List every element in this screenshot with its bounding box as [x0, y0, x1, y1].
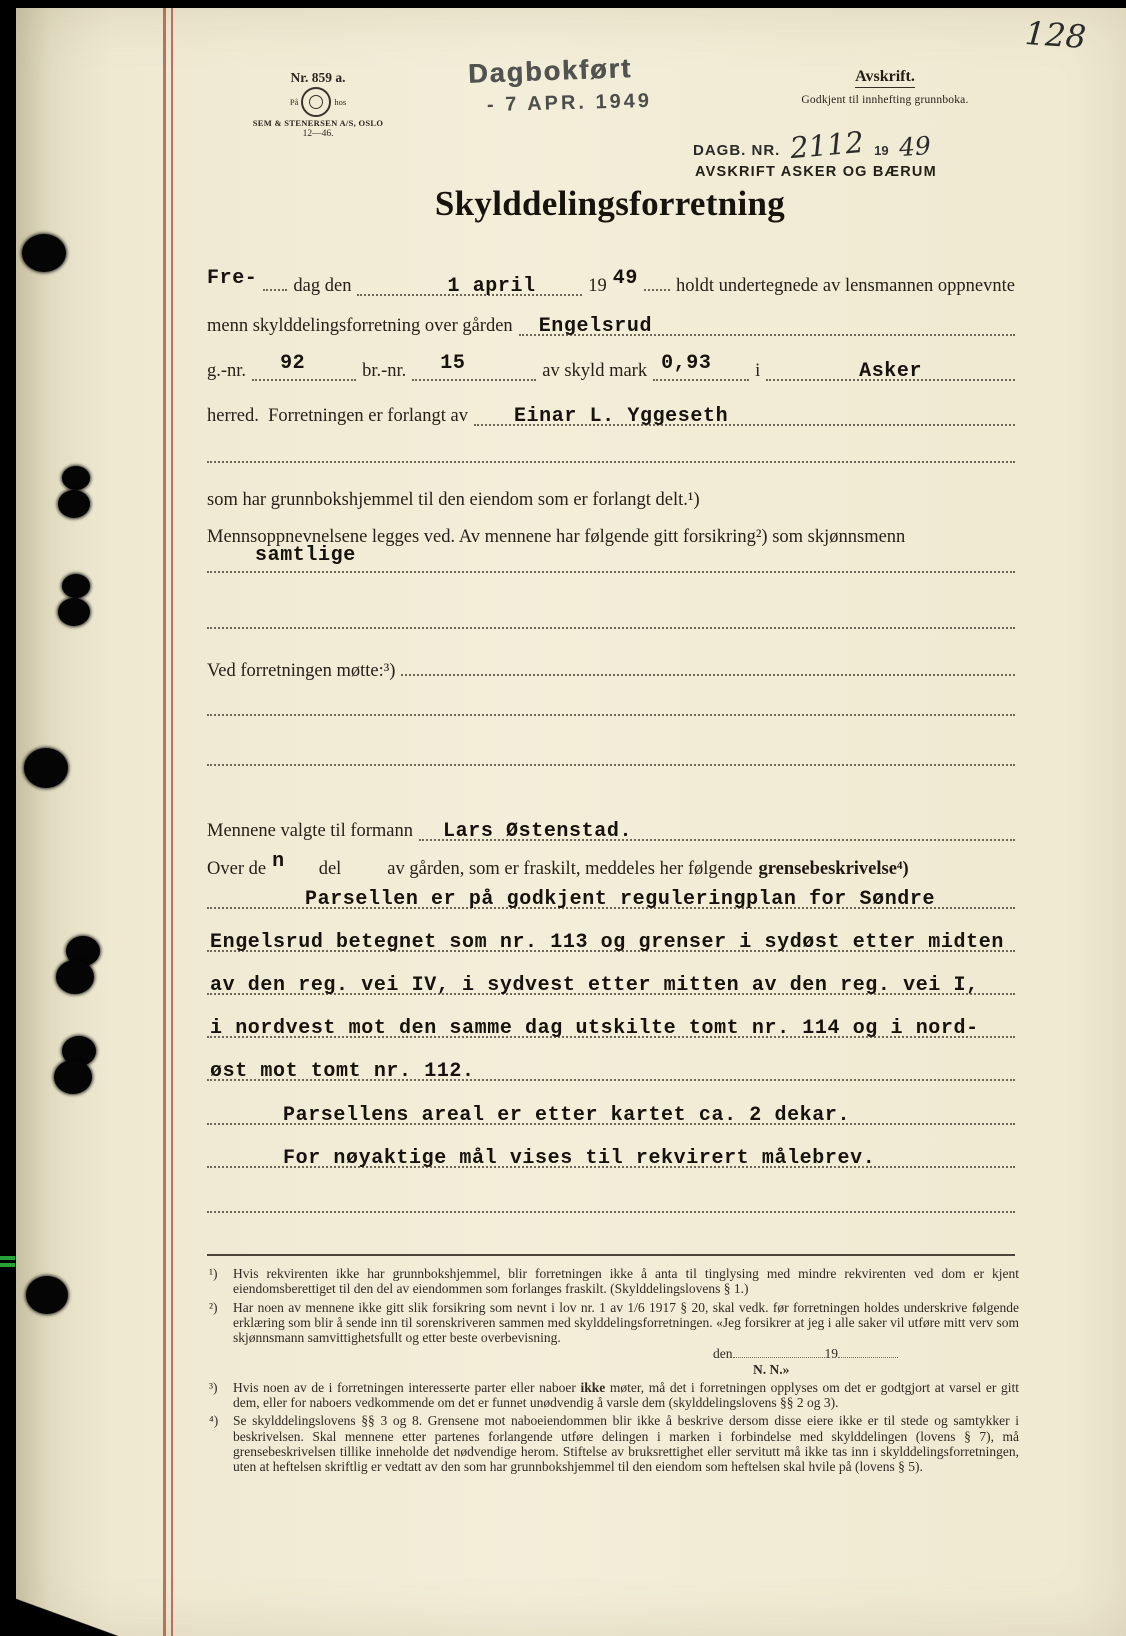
dotted-segment	[207, 745, 1015, 766]
typed-description: Parsellen er på godkjent reguleringplan for Søndre	[305, 888, 936, 911]
typed-farm-name: Engelsrud	[538, 315, 653, 338]
ruled-line	[207, 695, 1015, 716]
dotted-segment	[519, 315, 1015, 336]
typed-year: 49	[612, 267, 638, 290]
label-del: del	[318, 859, 342, 879]
description-line	[207, 974, 1015, 995]
dotted-segment	[357, 275, 582, 296]
form-number: Nr. 859 a.	[290, 70, 346, 85]
scanner-mark	[0, 1256, 15, 1260]
punch-hole	[58, 490, 90, 518]
typed-requester: Einar L. Yggeseth	[513, 405, 729, 428]
typed-description: av den reg. vei IV, i sydvest etter mitten av den reg. vei I,	[210, 974, 979, 997]
description-line	[207, 1104, 1015, 1125]
description-line	[207, 1147, 1015, 1168]
printer-logo-icon	[301, 87, 331, 117]
dotted-segment	[207, 695, 1015, 716]
journal-year-value: 49	[897, 130, 932, 163]
label-herred: herred. Forretningen er forlangt av	[207, 406, 468, 426]
punch-hole	[54, 1060, 92, 1094]
dotted-segment	[207, 931, 1015, 952]
dotted-segment	[207, 974, 1015, 995]
footnote-4	[207, 1413, 1019, 1474]
footnote-1	[207, 1266, 1019, 1297]
scanner-mark	[0, 1263, 15, 1267]
typed-day-prefix: Fre-	[207, 267, 258, 290]
typed-description: øst mot tomt nr. 112.	[210, 1060, 475, 1083]
label-hjemmel: som har grunnbokshjemmel til den eiendom som er forlangt delt.¹)	[207, 490, 700, 510]
footnote-2-text: Har noen av mennene ikke gitt slik forsikring som nevnt i lov nr. 1 av 1/6 1917 § 20, skal vedk. før forretningen holdes underskrive følgende erklæring som blir å sende inn til sorenskriveren sammen med skylddelingsforretningen. «Jeg forsikrer at jeg i alle saker vil utføre mitt verv som skjønnsmann samvittighetsfullt og etter beste overbevisning.	[233, 1299, 1019, 1345]
label-gnr: g.-nr.	[207, 361, 247, 381]
footnote-1-text: Hvis rekvirenten ikke har grunnbokshjemmel, blir forretningen ikke å anta til tinglysing med mindre rekvirenten ved dom er kjent eiendomsberettiget til den del av eiendommen som forlanges fraskilt. (Skylddelingslovens § 1.)	[233, 1266, 1019, 1297]
region-stamp: AVSKRIFT ASKER OG BÆRUM	[695, 164, 937, 180]
page-number: 128	[1023, 13, 1088, 57]
ruled-line	[207, 745, 1015, 766]
red-margin-line-inner	[171, 8, 173, 1636]
avskrift-subtitle: Godkjent til innhefting grunnboka.	[801, 94, 969, 106]
journal-number-label: DAGB. NR.	[693, 142, 781, 159]
form-line-grense	[207, 850, 1015, 881]
journal-number-value: 2112	[789, 124, 866, 166]
punch-hole	[24, 748, 68, 788]
typed-gnr: 92	[280, 352, 306, 375]
footnote-1-label: ¹)	[209, 1266, 218, 1281]
printer-imprint	[250, 70, 386, 139]
description-line	[207, 888, 1015, 909]
ruled-line	[207, 442, 1015, 463]
footnotes	[207, 1266, 1019, 1477]
dotted-segment	[207, 544, 1015, 573]
dotted-segment	[474, 405, 1015, 426]
dotted-segment	[207, 1060, 1015, 1081]
dotted-segment	[733, 1345, 825, 1358]
dotted-segment	[252, 352, 356, 381]
label-brnr: br.-nr.	[362, 361, 407, 381]
ruled-line	[207, 1192, 1015, 1213]
footnote-3-text-pre: Hvis noen av de i forretningen interesserte parter eller naboer	[233, 1379, 581, 1395]
dotted-segment	[207, 888, 1015, 909]
typed-description: Engelsrud betegnet som nr. 113 og grenser i sydøst etter midten	[210, 931, 1004, 954]
dotted-segment	[207, 442, 1015, 463]
punch-hole	[62, 574, 90, 598]
punch-hole	[56, 960, 94, 994]
footnote-separator	[207, 1254, 1015, 1256]
spacer	[347, 873, 381, 874]
dagbokfort-stamp: Dagbokført	[467, 53, 633, 89]
scan-corner-shadow	[0, 1596, 150, 1636]
footnote-3-label: ³)	[209, 1379, 218, 1395]
typed-date: 1 april	[447, 275, 536, 298]
dotted-segment	[207, 1017, 1015, 1038]
label-over-de: Over de	[207, 859, 267, 879]
label-skyld: av skyld mark	[542, 361, 648, 381]
printer-code: 12—46.	[302, 129, 334, 139]
punch-hole	[62, 466, 90, 490]
typed-skyld: 0,93	[661, 352, 712, 375]
footnote-2-year-label: 19	[824, 1346, 838, 1362]
form-line-farm	[207, 315, 1015, 337]
form-line-motte	[207, 655, 1015, 682]
journal-year-printed: 19	[874, 143, 889, 158]
label-gaarden: menn skylddelingsforretning over gården	[207, 316, 513, 336]
dotted-segment	[207, 1147, 1015, 1168]
footnote-4-label: ⁴)	[209, 1413, 219, 1429]
footnote-2-den-label: den	[713, 1346, 733, 1362]
typed-samtlige: samtlige	[255, 544, 356, 567]
label-year-19: 19	[588, 276, 607, 296]
label-grensebeskrivelse: grensebeskrivelse⁴)	[758, 859, 909, 879]
typed-municipality: Asker	[859, 360, 923, 383]
spacer	[291, 873, 313, 874]
form-line-day	[207, 267, 1015, 298]
footnote-2-label: ²)	[209, 1299, 218, 1315]
footnote-2	[207, 1300, 1019, 1377]
document-title: Skylddelingsforretning	[434, 184, 786, 223]
typed-formann: Lars Østenstad.	[443, 820, 633, 843]
typed-brnr: 15	[440, 352, 466, 375]
description-line	[207, 1060, 1015, 1081]
printer-name: SEM & STENERSEN A/S, OSLO	[252, 118, 384, 128]
dotted-segment	[766, 360, 1015, 381]
typed-malebrev-line: For nøyaktige mål vises til rekvirert målebrev.	[283, 1147, 876, 1170]
description-line	[207, 931, 1015, 952]
dotted-segment	[401, 655, 1015, 676]
label-menn: Mennsoppnevnelsene legges ved. Av mennene har følgende gitt forsikring²) som skjønnsmenn	[207, 527, 906, 547]
dotted-segment	[653, 352, 749, 381]
label-motte: Ved forretningen møtte:³)	[207, 661, 396, 681]
punch-hole	[22, 234, 66, 272]
label-grense-rest: av gården, som er fraskilt, meddeles her følgende	[387, 859, 753, 879]
dotted-segment	[207, 1104, 1015, 1125]
footnote-3	[207, 1380, 1019, 1411]
typed-n: n	[272, 850, 285, 873]
stamp-date: - 7 APR. 1949	[486, 89, 653, 117]
label-i: i	[755, 361, 761, 381]
dotted-segment	[412, 352, 536, 381]
label-formann: Mennene valgte til formann	[207, 821, 414, 841]
footnote-4-text: Se skylddelingslovens §§ 3 og 8. Grensene mot naboeiendommen blir ikke å beskrive dersom disse eiere ikke er til stede og samtykker i beskrivelsen. Skal mennene etter partenes forlangende utføre delingen i marken i forbindelse med skylddelingen (lovens § 7), må grensebeskrivelsen tillike inneholde det nødvendige herom. Stiftelse av bruksrettighet eller servitutt må ikke tas inn i skylddelingsforretningen, uten at heftelsen skriftlig er vedtatt av den som har grunnbokshjemmel til den eiendom som heftelsen skal hvile på (lovens § 5).	[233, 1413, 1019, 1474]
description-line	[207, 1017, 1015, 1038]
footnote-3-text-post: møter, må det i forretningen opplyses om det er godtgjort at varsel er gitt dem, eller for naboers vedkommende om det er funnet unødvendig å varsle dem (skylddelingslovens §§ 2 og 3).	[233, 1379, 1020, 1410]
label-line1-rest: holdt undertegnede av lensmannen oppnevnte	[675, 276, 1015, 296]
form-line-hjemmel	[207, 490, 1015, 511]
form-line-formann	[207, 820, 1015, 842]
footnote-2-signature: N. N.»	[753, 1361, 790, 1377]
dotted-segment	[419, 820, 1015, 841]
label-dag-den: dag den	[293, 276, 352, 296]
punch-hole	[26, 1276, 68, 1314]
dotted-segment	[207, 1192, 1015, 1213]
dotted-segment	[263, 270, 287, 291]
footnote-2-date-line	[713, 1345, 1019, 1361]
imprint-pre-label: På	[289, 97, 299, 107]
red-margin-line	[163, 8, 166, 1636]
journal-number-line	[693, 124, 932, 166]
typed-area-line: Parsellens areal er etter kartet ca. 2 dekar.	[283, 1104, 851, 1127]
form-line-requester	[207, 405, 1015, 427]
dotted-segment	[838, 1345, 898, 1358]
punch-hole	[58, 598, 90, 626]
dotted-segment	[644, 270, 670, 291]
dotted-segment	[207, 608, 1015, 629]
form-line-gnr	[207, 352, 1015, 383]
form-line-samtlige	[207, 544, 1015, 573]
avskrift-block	[778, 68, 992, 106]
typed-description: i nordvest mot den samme dag utskilte tomt nr. 114 og i nord-	[210, 1017, 979, 1040]
avskrift-heading: Avskrift.	[855, 68, 915, 88]
footnote-3-bold-word: ikke	[580, 1379, 606, 1395]
imprint-post-label: hos	[334, 97, 347, 107]
ruled-line	[207, 608, 1015, 629]
